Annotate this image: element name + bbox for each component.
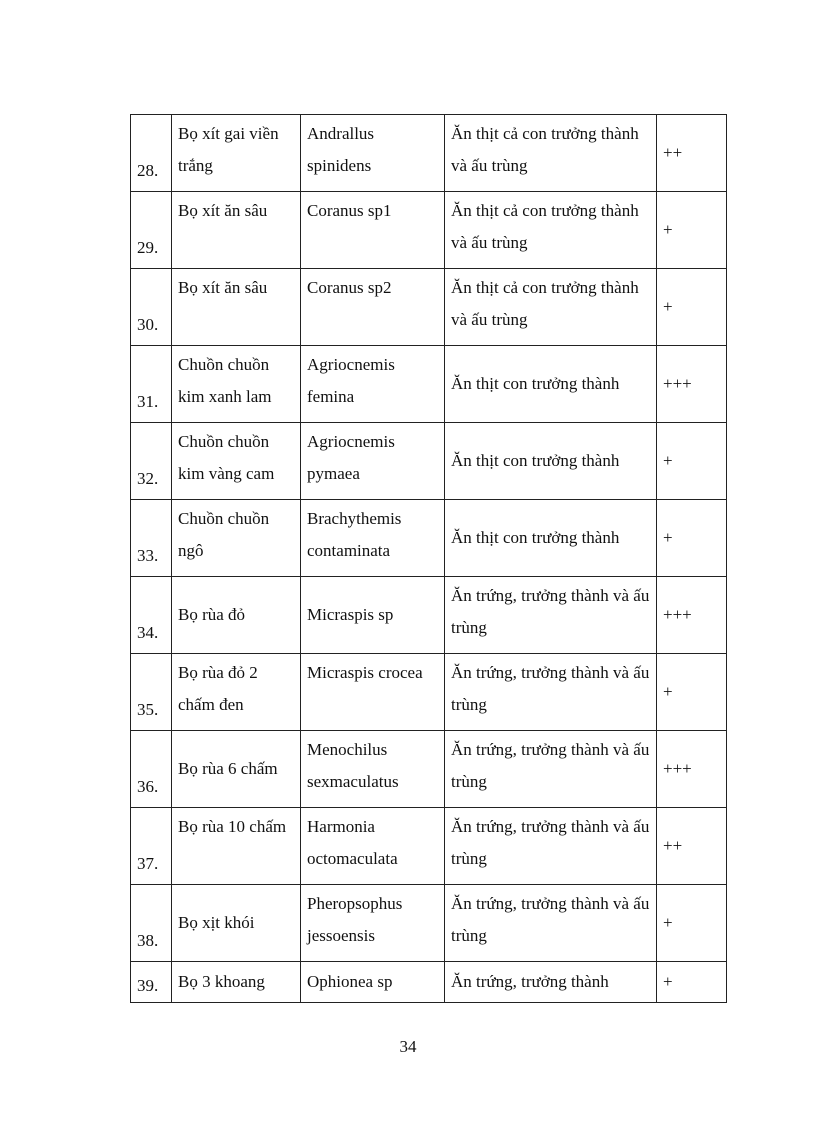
row-number: 30. [131, 269, 172, 346]
common-name: Bọ rùa 10 chấm [172, 808, 301, 885]
feeding-habit: Ăn trứng, trưởng thành và ấu trùng [445, 577, 657, 654]
row-number: 31. [131, 346, 172, 423]
common-name: Bọ rùa 6 chấm [172, 731, 301, 808]
common-name: Chuồn chuồn ngô [172, 500, 301, 577]
scientific-name: Micraspis sp [301, 577, 445, 654]
abundance: + [657, 423, 727, 500]
table-row [131, 269, 727, 346]
species-table [130, 114, 727, 1003]
common-name: Bọ xít ăn sâu [172, 269, 301, 346]
common-name: Bọ 3 khoang [172, 962, 301, 1003]
feeding-habit: Ăn thịt cả con trưởng thành và ấu trùng [445, 192, 657, 269]
table-row [131, 115, 727, 192]
row-number: 38. [131, 885, 172, 962]
row-number: 37. [131, 808, 172, 885]
abundance: + [657, 269, 727, 346]
feeding-habit: Ăn trứng, trưởng thành và ấu trùng [445, 654, 657, 731]
abundance: +++ [657, 577, 727, 654]
scientific-name: Pheropsophus jessoensis [301, 885, 445, 962]
table-row [131, 577, 727, 654]
scientific-name: Agriocnemis pymaea [301, 423, 445, 500]
scientific-name: Ophionea sp [301, 962, 445, 1003]
table-row [131, 346, 727, 423]
row-number: 35. [131, 654, 172, 731]
row-number: 29. [131, 192, 172, 269]
abundance: + [657, 885, 727, 962]
scientific-name: Harmonia octomaculata [301, 808, 445, 885]
row-number: 32. [131, 423, 172, 500]
scientific-name: Brachythemis contaminata [301, 500, 445, 577]
common-name: Chuồn chuồn kim vàng cam [172, 423, 301, 500]
scientific-name: Micraspis crocea [301, 654, 445, 731]
common-name: Bọ rùa đỏ [172, 577, 301, 654]
row-number: 28. [131, 115, 172, 192]
abundance: ++ [657, 808, 727, 885]
abundance: + [657, 654, 727, 731]
table-row [131, 808, 727, 885]
feeding-habit: Ăn trứng, trưởng thành [445, 962, 657, 1003]
row-number: 36. [131, 731, 172, 808]
feeding-habit: Ăn trứng, trưởng thành và ấu trùng [445, 885, 657, 962]
abundance: ++ [657, 115, 727, 192]
feeding-habit: Ăn trứng, trưởng thành và ấu trùng [445, 731, 657, 808]
row-number: 33. [131, 500, 172, 577]
common-name: Chuồn chuồn kim xanh lam [172, 346, 301, 423]
abundance: + [657, 192, 727, 269]
feeding-habit: Ăn thịt cả con trưởng thành và ấu trùng [445, 269, 657, 346]
table-row [131, 500, 727, 577]
common-name: Bọ xít gai viền trắng [172, 115, 301, 192]
feeding-habit: Ăn thịt con trưởng thành [445, 346, 657, 423]
table-row [131, 962, 727, 1003]
table-row [131, 731, 727, 808]
table-row [131, 885, 727, 962]
table-row [131, 423, 727, 500]
common-name: Bọ xịt khói [172, 885, 301, 962]
common-name: Bọ rùa đỏ 2 chấm đen [172, 654, 301, 731]
table-row [131, 192, 727, 269]
row-number: 39. [131, 962, 172, 1003]
feeding-habit: Ăn thịt cả con trưởng thành và ấu trùng [445, 115, 657, 192]
scientific-name: Menochilus sexmaculatus [301, 731, 445, 808]
row-number: 34. [131, 577, 172, 654]
abundance: +++ [657, 346, 727, 423]
abundance: +++ [657, 731, 727, 808]
abundance: + [657, 500, 727, 577]
feeding-habit: Ăn trứng, trưởng thành và ấu trùng [445, 808, 657, 885]
feeding-habit: Ăn thịt con trưởng thành [445, 500, 657, 577]
feeding-habit: Ăn thịt con trưởng thành [445, 423, 657, 500]
abundance: + [657, 962, 727, 1003]
scientific-name: Coranus sp2 [301, 269, 445, 346]
table-row [131, 654, 727, 731]
common-name: Bọ xít ăn sâu [172, 192, 301, 269]
page-number: 34 [399, 1037, 417, 1056]
scientific-name: Coranus sp1 [301, 192, 445, 269]
scientific-name: Agriocnemis femina [301, 346, 445, 423]
scientific-name: Andrallus spinidens [301, 115, 445, 192]
